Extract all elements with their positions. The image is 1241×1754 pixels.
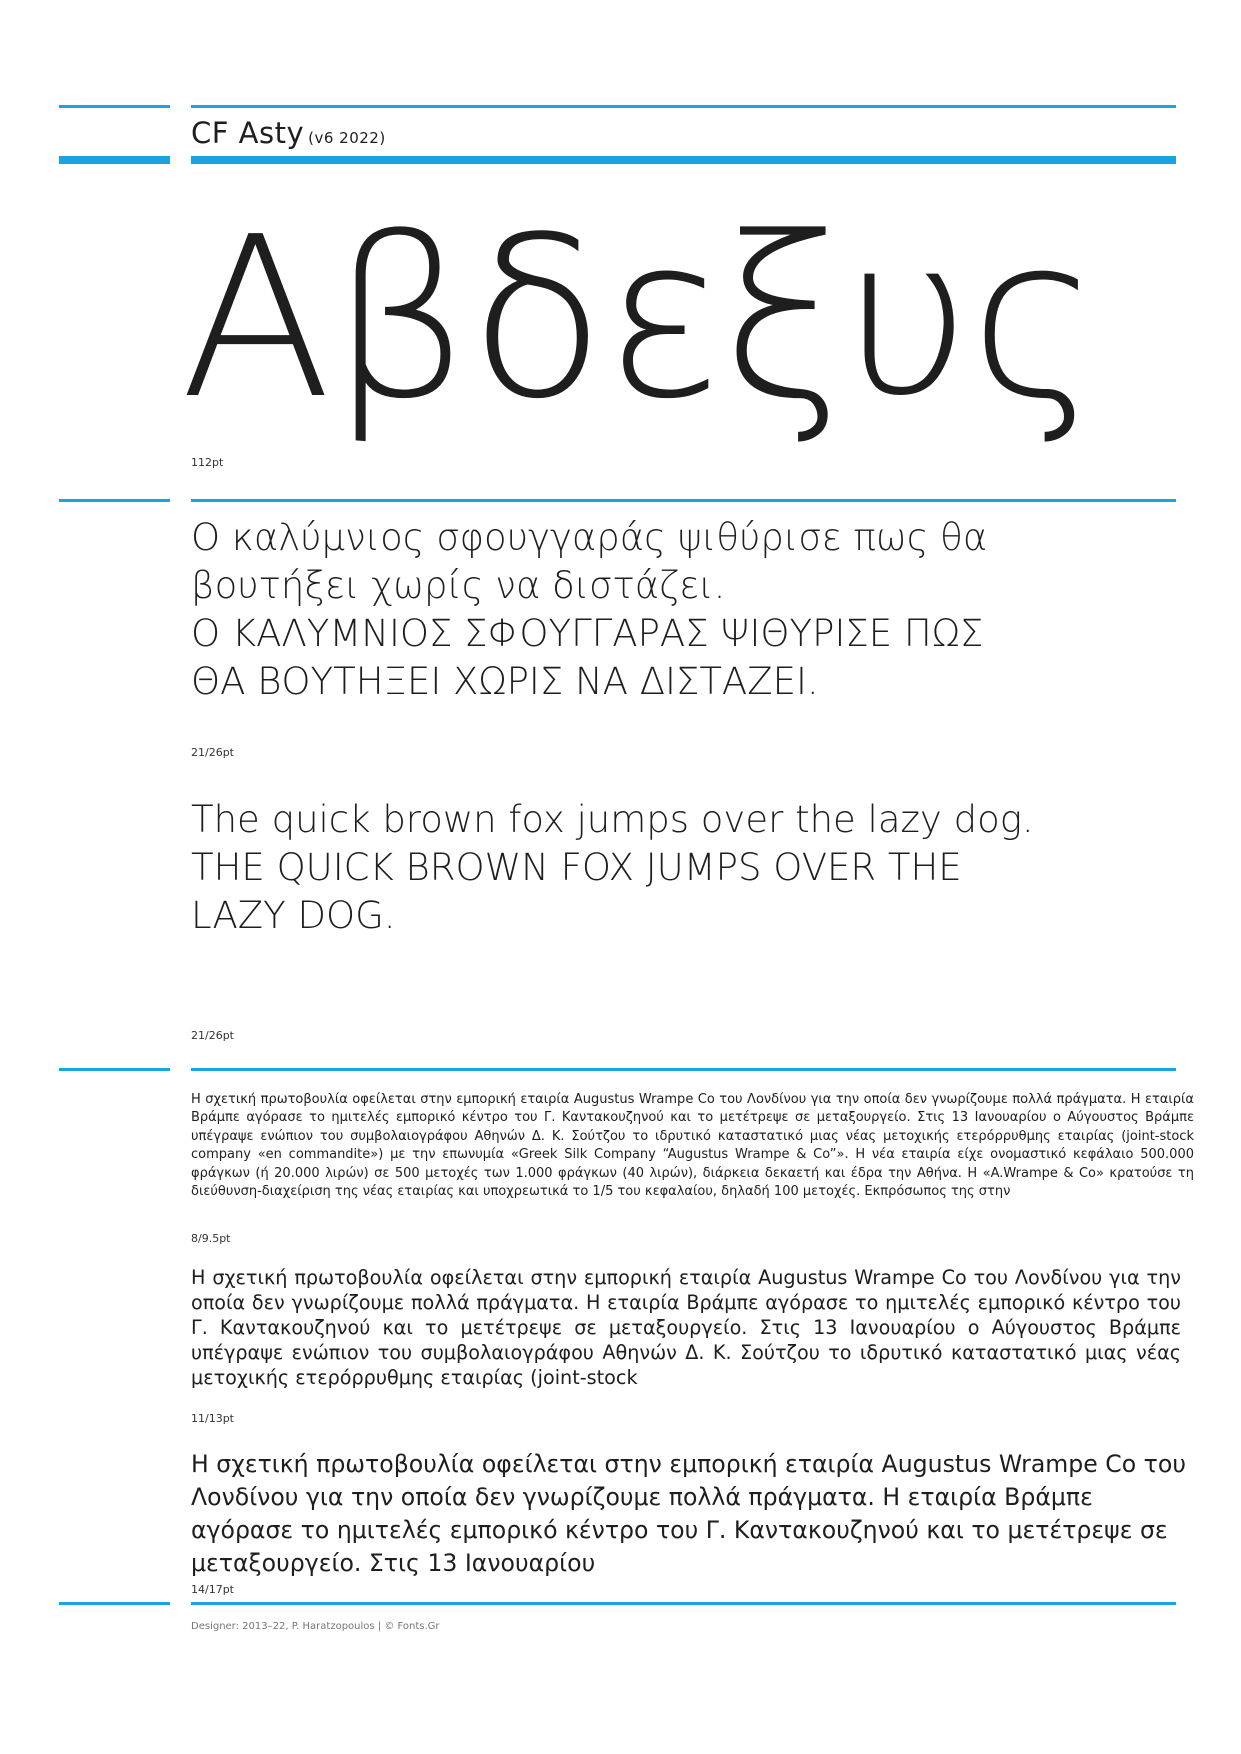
english-pangram	[191, 796, 1201, 940]
english-pangram-line: LAZY DOG.	[191, 894, 396, 937]
body-11pt-size-label: 11/13pt	[191, 1412, 234, 1425]
top-rule-left-thick	[59, 156, 170, 164]
greek-pangram-size-label: 21/26pt	[191, 746, 234, 759]
body-text-8pt: Η σχετική πρωτοβουλία οφείλεται στην εμπορική εταιρία Augustus Wrampe Co του Λονδίνου για την οποία δεν γνωρίζουμε πολλά πράγματα. Η εταιρία Βράμπε αγόρασε το ημιτελές εμπορικό κέντρο του Γ. Καντακουζηνού και το μετέτρεψε σε μεταξουργείο. Στις 13 Ιανουαρίου ο Αύγουστος Βράμπε υπέγραψε ενώπιον του συμβολαιογράφου Αθηνών Δ. Κ. Σούτζου το ιδρυτικό καταστατικό μιας νέας μετοχικής ετερόρρυθμης εταιρίας (joint-stock company «en commandite») με την επωνυμία «Greek Silk Company “Augustus Wrampe & Co”». Η νέα εταιρία είχε ονομαστικό κεφάλαιο 500.000 φράγκων (ή 20.000 λιρών) σε 500 μετοχές των 1.000 φράγκων (40 λιρών), διάρκεια δεκαετή και έδρα την Αθήνα. Η «A.Wrampe & Co» κρατούσε τη διεύθυνση-διαχείριση της νέας εταιρίας και υποχρεωτικά το 1/5 του κεφαλαίου, δηλαδή 100 μετοχές. Εκπρόσωπος της στην	[191, 1092, 1194, 1200]
greek-pangram-line: βουτήξει χωρίς να διστάζει.	[191, 564, 726, 607]
body-text-14pt: Η σχετική πρωτοβουλία οφείλεται στην εμπορική εταιρία Augustus Wrampe Co του Λονδίνου για την οποία δεν γνωρίζουμε πολλά πράγματα. Η εταιρία Βράμπε αγόρασε το ημιτελές εμπορικό κέντρο του Γ. Καντακουζηνού και το μετέτρεψε σε μεταξουργείο. Στις 13 Ιανουαρίου	[191, 1450, 1186, 1577]
greek-pangram-line: ΘΑ ΒΟΥΤΗΞΕΙ ΧΩΡΙΣ ΝΑ ΔΙΣΤΑΖΕΙ.	[191, 660, 819, 703]
greek-pangram-line: Ο ΚΑΛΥΜΝΙΟΣ ΣΦΟΥΓΓΑΡΑΣ ΨΙΘΥΡΙΣΕ ΠΩΣ	[191, 612, 984, 655]
top-rule-right-thick	[191, 156, 1176, 164]
body-8pt-size-label: 8/9.5pt	[191, 1232, 231, 1245]
rule-1-right	[191, 499, 1176, 502]
english-pangram-line: The quick brown fox jumps over the lazy dog.	[191, 798, 1034, 841]
rule-2-left	[59, 1068, 170, 1071]
greek-pangram	[191, 514, 1201, 706]
top-rule-left-thin	[59, 105, 170, 108]
display-sample: Αβδεξυς	[180, 190, 1098, 448]
english-pangram-line: THE QUICK BROWN FOX JUMPS OVER THE	[191, 846, 962, 889]
rule-1-left	[59, 499, 170, 502]
display-size-label: 112pt	[191, 456, 224, 469]
font-version: (v6 2022)	[308, 129, 386, 147]
font-title	[191, 116, 386, 150]
rule-2-right	[191, 1068, 1176, 1071]
body-14pt-size-label: 14/17pt	[191, 1583, 234, 1596]
top-rule-right-thin	[191, 105, 1176, 108]
english-pangram-size-label: 21/26pt	[191, 1029, 234, 1042]
rule-3-left	[59, 1602, 170, 1605]
designer-credit: Designer: 2013–22, P. Haratzopoulos | © Fonts.Gr	[191, 1621, 440, 1632]
rule-3-right	[191, 1602, 1176, 1605]
body-text-11pt: Η σχετική πρωτοβουλία οφείλεται στην εμπορική εταιρία Augustus Wrampe Co του Λονδίνου για την οποία δεν γνωρίζουμε πολλά πράγματα. Η εταιρία Βράμπε αγόρασε το ημιτελές εμπορικό κέντρο του Γ. Καντακουζηνού και το μετέτρεψε σε μεταξουργείο. Στις 13 Ιανουαρίου ο Αύγουστος Βράμπε υπέγραψε ενώπιον του συμβολαιογράφου Αθηνών Δ. Κ. Σούτζου το ιδρυτικό καταστατικό μιας νέας μετοχικής ετερόρρυθμης εταιρίας (joint-stock	[191, 1266, 1181, 1389]
greek-pangram-line: Ο καλύμνιος σφουγγαράς ψιθύρισε πως θα	[191, 516, 988, 559]
font-name: CF Asty	[191, 116, 305, 150]
